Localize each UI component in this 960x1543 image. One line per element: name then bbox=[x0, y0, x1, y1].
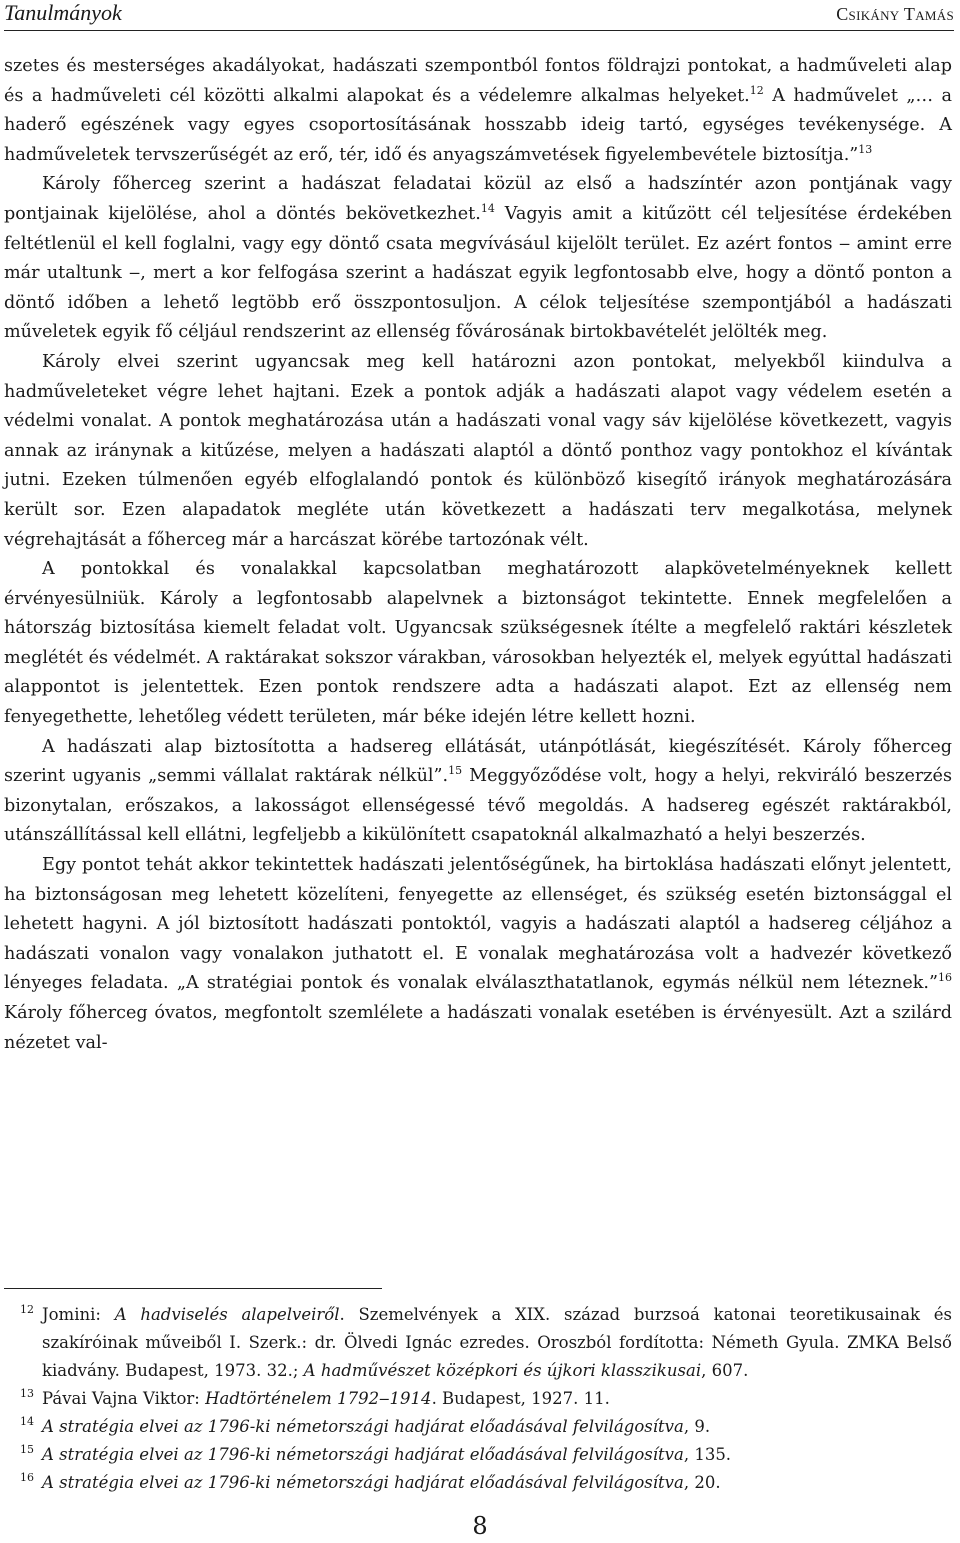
text-run: szetes és mesterséges akadályokat, hadászati szempontból fontos földrajzi pontokat, a hadműveleti alap és a hadműveleti cél közötti alkalmi alapokat és a védelemre alkalmas helyeket. bbox=[4, 56, 952, 106]
text-run: , 135. bbox=[683, 1445, 732, 1464]
footnote bbox=[4, 1413, 952, 1441]
footnotes bbox=[4, 1301, 952, 1497]
text-run: Pávai Vajna Viktor: bbox=[42, 1389, 206, 1408]
footnote-reference: 13 bbox=[858, 142, 873, 156]
footnote bbox=[4, 1301, 952, 1385]
text-run: Jomini: bbox=[42, 1305, 115, 1324]
paragraph bbox=[4, 52, 952, 170]
text-run: , 20. bbox=[683, 1473, 721, 1492]
footnote-number: 16 bbox=[20, 1471, 34, 1484]
footnote-number: 12 bbox=[20, 1303, 34, 1316]
paragraph bbox=[4, 733, 952, 851]
paragraph bbox=[4, 170, 952, 348]
footnote-separator bbox=[4, 1288, 382, 1289]
text-run: Károly elvei szerint ugyancsak meg kell határozni azon pontokat, melyekből kiindulva a hadműveleteket végre lehet hajtani. Ezek a pontok adják a hadászati alapot vagy védelem esetén a védelmi vonalat. A pontok meghatározása után a hadászati vonal vagy sáv kijelölése következett, vagyis annak az iránynak a kitűzése, melyen a hadászati alaptól a döntő ponthoz vagy pontokhoz el kívántak jutni. Ezeken túlmenően egyéb elfoglalandó pontok és különböző kisegítő irányok meghatározására került sor. Ezen alapadatok megléte után következett a hadászati terv megalkotása, melynek végrehajtását a főherceg már a harcászat körébe tartozónak vélt. bbox=[4, 351, 952, 550]
author-name: Csikány Tamás bbox=[836, 4, 954, 24]
text-run: Vagyis amit a kitűzött cél teljesítése érdekében feltétlenül el kell foglalni, vagy egy döntő csata megvívásául kijelölt terület. Ez azért fontos ‒ amint erre már utaltunk ‒, mert a kor felfogása szerint a hadászat egyik legfontosabb elve, hogy a döntő ponton a döntő időben a lehető legtöbb erő összpontosuljon. A célok teljesítése szempontjából a hadászati műveletek egyik fő céljául rendszerint az ellenség fővárosának birtokbavételét jelölték meg. bbox=[4, 203, 952, 343]
running-header bbox=[4, 0, 954, 31]
footnote-number: 13 bbox=[20, 1387, 34, 1400]
footnote-reference: 16 bbox=[938, 971, 952, 985]
text-run: A hadászati alap biztosította a hadsereg ellátását, utánpótlását, kiegészítését. Károly főherceg szerint ugyanis „semmi vállalat raktárak nélkül”. bbox=[4, 736, 952, 787]
footnote-reference: 15 bbox=[448, 764, 463, 778]
text-run: A hadművelet „… a haderő egészének vagy egyes csoportosításának hosszabb ideig tartó, egységes tevékenysége. A hadműveletek tervszerűségét az erő, tér, idő és anyagszámvetések figyelembevétele biztosítja.” bbox=[4, 85, 952, 165]
italic-text: A hadművészet középkori és újkori klasszikusai bbox=[303, 1361, 702, 1380]
paragraph bbox=[4, 555, 952, 733]
italic-text: A stratégia elvei az 1796-ki németországi hadjárat előadásával felvilágosítva bbox=[42, 1445, 684, 1464]
page-number: 8 bbox=[472, 1512, 488, 1540]
text-run: Meggyőződése volt, hogy a helyi, rekviráló beszerzés bizonytalan, erőszakos, a lakosságot ellenségessé tévő megoldás. A hadsereg egészét raktárakból, utánszállítással kell ellátni, legfeljebb a kikülönített csapatoknál alkalmazható a helyi beszerzés. bbox=[4, 766, 952, 846]
italic-text: Hadtörténelem 1792‒1914 bbox=[205, 1389, 432, 1408]
text-run: Egy pontot tehát akkor tekintettek hadászati jelentőségűnek, ha birtoklása hadászati előnyt jelentett, ha biztonságosan meg lehetett közelíteni, fenyegette az ellenséget, és szükség esetén biztonsággal el lehetett hagyni. A jól biztosított hadászati pontoktól, vagyis a hadászati alaptól a hadsereg céljához a hadászati vonalon vagy vonalakon juthatott el. E vonalak meghatározása volt a hadvezér következő lényeges feladata. „A stratégiai pontok és vonalak elválaszthatatlanok, egymás nélkül nem léteznek.” bbox=[4, 855, 952, 994]
text-run: Károly főherceg szerint a hadászat feladatai közül az első a hadszíntér azon pontjának vagy pontjainak kijelölése, ahol a döntés bekövetkezhet. bbox=[4, 174, 952, 224]
section-title: Tanulmányok bbox=[4, 0, 122, 25]
italic-text: A stratégia elvei az 1796-ki németországi hadjárat előadásával felvilágosítva bbox=[42, 1417, 684, 1436]
footnote bbox=[4, 1385, 952, 1413]
paragraph bbox=[4, 348, 952, 555]
footnote-number: 14 bbox=[20, 1415, 34, 1428]
paragraph bbox=[4, 851, 952, 1058]
text-run: Károly főherceg óvatos, megfontolt szemlélete a hadászati vonalak esetében is érvényesült. Azt a szilárd nézetet val- bbox=[4, 1003, 952, 1053]
text-run: A pontokkal és vonalakkal kapcsolatban meghatározott alapkövetelményeknek kellett érvényesülniük. Károly a legfontosabb alapelvnek a biztonságot tekintette. Ennek megfelelően a hátország biztosítása kiemelt feladat volt. Ugyancsak szükségesnek ítélte a megfelelő raktári készletek meglétét és védelmét. A raktárakat sokszor várakban, városokban helyezték el, melyek egyúttal hadászati alappontot is jelentettek. Ezen pontok rendszere adta a hadászati alapot. Ezt az ellenség nem fenyegethette, lehetőleg védett területen, már béke idején létre kellett hozni. bbox=[4, 559, 952, 728]
text-run: . Szemelvények a XIX. század burzsoá katonai teoretikusainak és szakíróinak műveiből I. Szerk.: dr. Ölvedi Ignác ezredes. Oroszból fordította: Németh Gyula. ZMKA Belső kiadvány. Budapest, 1973. 32.; bbox=[42, 1305, 952, 1380]
footnote-reference: 14 bbox=[480, 201, 495, 215]
footnote-reference: 12 bbox=[749, 83, 764, 97]
text-run: , 607. bbox=[701, 1361, 749, 1380]
italic-text: A hadviselés alapelveiről bbox=[114, 1305, 340, 1324]
italic-text: A stratégia elvei az 1796-ki németországi hadjárat előadásával felvilágosítva bbox=[42, 1473, 684, 1492]
footnote bbox=[4, 1469, 952, 1497]
text-run: . Budapest, 1927. 11. bbox=[431, 1389, 610, 1408]
article-body bbox=[4, 52, 952, 1058]
footnote-number: 15 bbox=[20, 1443, 34, 1456]
text-run: , 9. bbox=[683, 1417, 711, 1436]
footnote bbox=[4, 1441, 952, 1469]
